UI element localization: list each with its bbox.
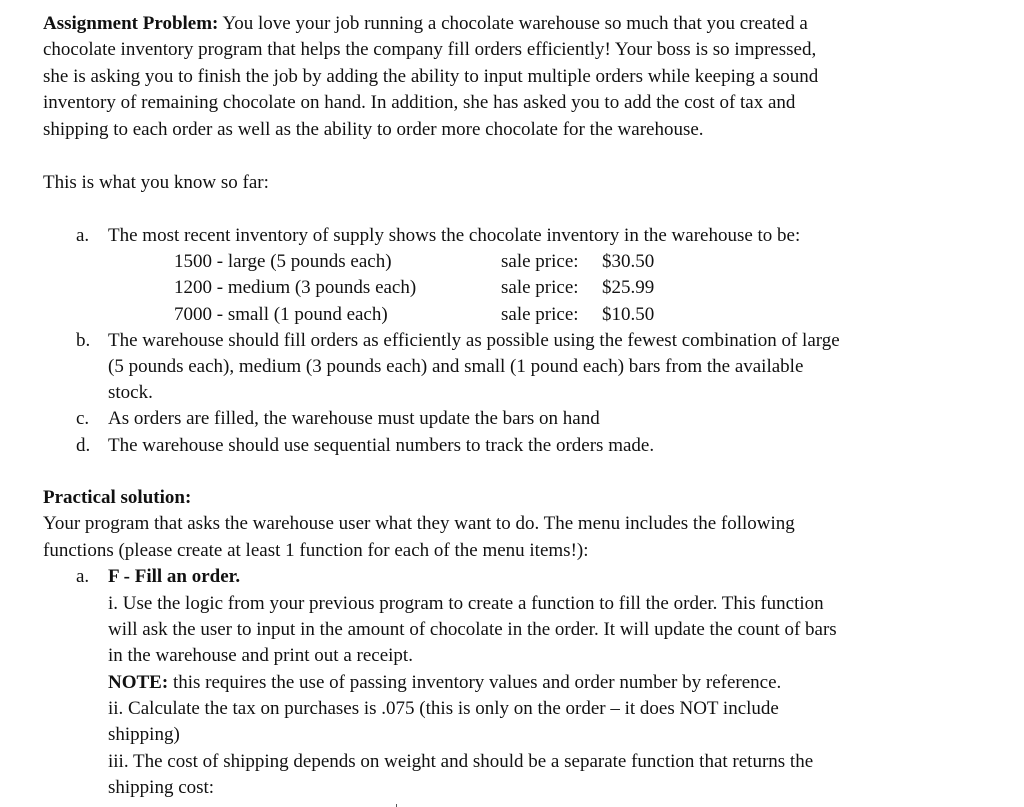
inventory-medium-qty: 1200 - medium (3 pounds each) [174,277,417,298]
fill-order-iii-line-2: shipping cost: [108,777,215,798]
fill-order-i-line-2: will ask the user to input in the amount of chocolate in the order. It will update the count of bars [108,619,837,640]
known-intro: This is what you know so far: [43,172,269,193]
practical-line-2: functions (please create at least 1 function for each of the menu items!): [43,540,589,561]
list-marker-b: b. [76,330,91,351]
list-marker-c: c. [76,408,90,429]
practical-line-1: Your program that asks the warehouse user what they want to do. The menu includes the following [43,513,795,534]
inventory-medium-price-label: sale price: [501,277,579,298]
assignment-title: Assignment Problem: [43,13,219,34]
known-item-d: The warehouse should use sequential numbers to track the orders made. [108,435,655,456]
fill-order-iii-line-1: iii. The cost of shipping depends on weight and should be a separate function that returns the [108,751,814,772]
note-label: NOTE: [108,672,169,693]
known-item-b-line-1: The warehouse should fill orders as efficiently as possible using the fewest combination of large [108,330,840,351]
assignment-line-3: she is asking you to finish the job by adding the ability to input multiple orders while keeping a sound [43,66,819,87]
fill-order-i-line-1: i. Use the logic from your previous program to create a function to fill the order. This function [108,593,824,614]
known-item-b-line-3: stock. [108,382,153,403]
assignment-line-5: shipping to each order as well as the ability to order more chocolate for the warehouse. [43,119,704,140]
list-marker-d: d. [76,435,91,456]
known-item-b-line-2: (5 pounds each), medium (3 pounds each) and small (1 pound each) bars from the available [108,356,804,377]
assignment-line-1-text: You love your job running a chocolate warehouse so much that you created a [222,13,808,34]
list-marker-a: a. [76,225,90,246]
note-text: this requires the use of passing inventory values and order number by reference. [168,672,782,693]
inventory-large-qty: 1500 - large (5 pounds each) [174,251,392,272]
assignment-line-4: inventory of remaining chocolate on hand. In addition, she has asked you to add the cost of tax and [43,92,796,113]
assignment-line-2: chocolate inventory program that helps the company fill orders efficiently! Your boss is so impressed, [43,39,817,60]
inventory-small-price: $10.50 [602,304,655,325]
inventory-medium-price: $25.99 [602,277,655,298]
menu-item-fill-order: F - Fill an order. [108,566,241,587]
inventory-small-qty: 7000 - small (1 pound each) [174,304,388,325]
menu-marker-a: a. [76,566,90,587]
fill-order-note [108,670,781,696]
inventory-large-price: $30.50 [602,251,655,272]
known-item-a: The most recent inventory of supply shows the chocolate inventory in the warehouse to be: [108,225,801,246]
fill-order-ii-line-2: shipping) [108,724,180,745]
assignment-line-1 [43,11,808,37]
fill-order-i-line-3: in the warehouse and print out a receipt. [108,645,413,666]
known-item-c: As orders are filled, the warehouse must update the bars on hand [108,408,600,429]
fill-order-ii-line-1: ii. Calculate the tax on purchases is .075 (this is only on the order – it does NOT include [108,698,779,719]
inventory-small-price-label: sale price: [501,304,579,325]
inventory-large-price-label: sale price: [501,251,579,272]
practical-heading: Practical solution: [43,487,192,508]
